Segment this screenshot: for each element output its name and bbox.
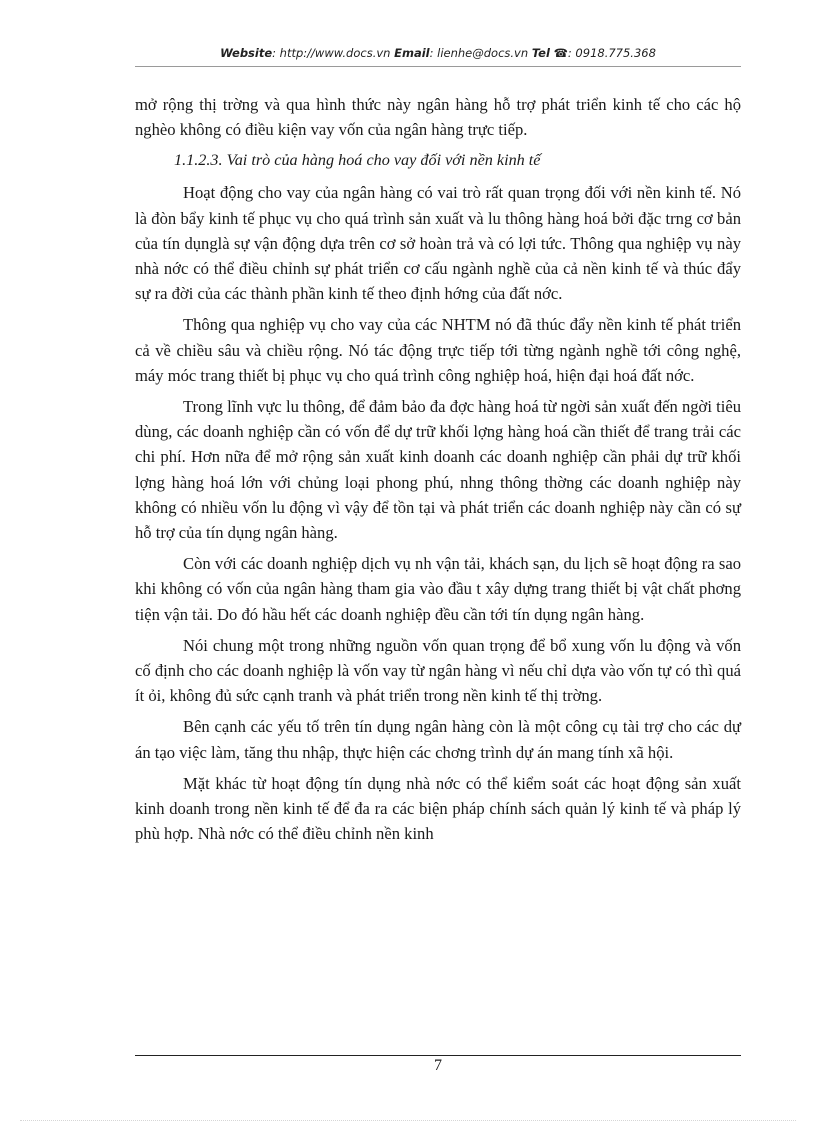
bottom-dotted-border (20, 1120, 796, 1121)
page-content (135, 92, 741, 852)
header-divider (135, 66, 741, 67)
phone-icon: ☎ (553, 46, 568, 60)
page-number: 7 (434, 1057, 442, 1074)
website-value: : http://www.docs.vn (272, 46, 391, 60)
website-label: Website (220, 46, 273, 60)
body-paragraph-3: Trong lĩnh vực lu thông, để đảm bảo đa đợc hàng hoá từ ngời sản xuất đến ngời tiêu dùng, các doanh nghiệp cần có vốn để dự trữ khối lợng hàng hoá cần thiết để trang trải các chi phí. Hơn nữa để mở rộng sản xuất kinh doanh các doanh nghiệp cần phải dự trữ khối lợng hàng hoá lớn với chủng loại phong phú, nhng thông thờng các doanh nghiệp này không có nhiều vốn lu động vì vậy để tồn tại và phát triển các doanh nghiệp này cần có sự hỗ trợ của tín dụng ngân hàng. (135, 397, 741, 543)
body-paragraph-1: Hoạt động cho vay của ngân hàng có vai trò rất quan trọng đối với nền kinh tế. Nó là đòn bẩy kinh tế phục vụ cho quá trình sản xuất và lu thông hàng hoá bởi đặc trng cơ bản của tín dụnglà sự vận động dựa trên cơ sở hoàn trả và có lợi tức. Thông qua nghiệp vụ này nhà nớc có thể điều chỉnh sự phát triển cơ cấu ngành nghề của cả nền kinh tế và thúc đẩy sự ra đời của các thành phần kinh tế theo định hớng của đất nớc. (135, 183, 741, 304)
section-heading: 1.1.2.3. Vai trò của hàng hoá cho vay đối với nền kinh tế (174, 151, 541, 170)
tel-label: Tel (531, 46, 550, 60)
footer-divider (135, 1055, 741, 1056)
tel-value: : 0918.775.368 (567, 46, 656, 60)
body-paragraph-2: Thông qua nghiệp vụ cho vay của các NHTM nó đã thúc đẩy nền kinh tế phát triển cả về chiều sâu và chiều rộng. Nó tác động trực tiếp tới từng ngành nghề tới công nghệ, máy móc trang thiết bị phục vụ cho quá trình công nghiệp hoá, hiện đại hoá đất nớc. (135, 315, 741, 385)
body-paragraph-5: Nói chung một trong những nguồn vốn quan trọng để bổ xung vốn lu động và vốn cố định cho các doanh nghiệp là vốn vay từ ngân hàng vì nếu chỉ dựa vào vốn tự có thì quá ít ỏi, không đủ sức cạnh tranh và phát triển trong nền kinh tế thị trờng. (135, 635, 741, 706)
body-paragraph-4: Còn với các doanh nghiệp dịch vụ nh vận tải, khách sạn, du lịch sẽ hoạt động ra sao khi không có vốn của ngân hàng tham gia vào đầu t xây dựng trang thiết bị vật chất phơng tiện vận tải. Do đó hầu hết các doanh nghiệp đều cần tới tín dụng ngân hàng. (135, 554, 741, 624)
email-label: Email (394, 46, 430, 60)
body-paragraph-7: Mặt khác từ hoạt động tín dụng nhà nớc có thể kiểm soát các hoạt động sản xuất kinh doanh trong nền kinh tế để đa ra các biện pháp chính sách quản lý kinh tế và pháp lý phù hợp. Nhà nớc có thể điều chỉnh nền kinh (135, 773, 741, 844)
body-paragraph-6: Bên cạnh các yếu tố trên tín dụng ngân hàng còn là một công cụ tài trợ cho các dự án tạo việc làm, tăng thu nhập, thực hiện các chơng trình dự án mang tính xã hội. (135, 717, 741, 762)
intro-paragraph: mở rộng thị trờng và qua hình thức này ngân hàng hỗ trợ phát triển kinh tế cho các hộ nghèo không có điều kiện vay vốn của ngân hàng trực tiếp. (135, 95, 741, 140)
page-header (135, 46, 741, 60)
email-value: : lienhe@docs.vn (429, 46, 529, 60)
